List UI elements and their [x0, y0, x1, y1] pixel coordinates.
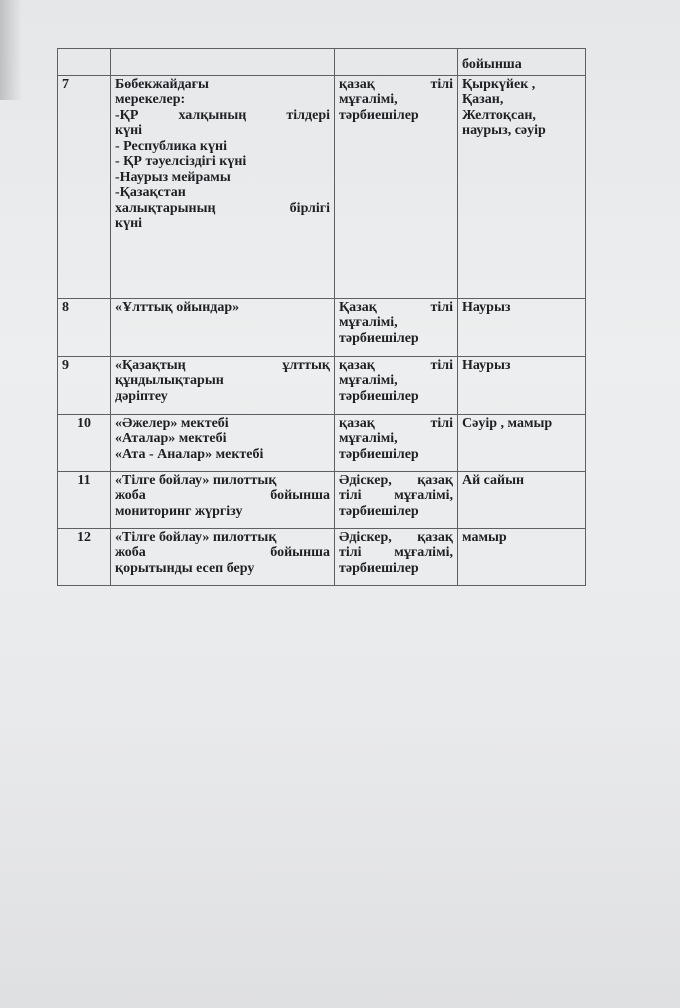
event-line: «Аталар» мектебі — [115, 431, 227, 446]
responsible-line: Қазақ тілі — [339, 299, 453, 315]
event-line: «Тілге бойлау» пилоттық — [115, 472, 277, 488]
table-row — [58, 75, 586, 298]
responsible-line: мұғалімі, — [339, 315, 398, 330]
responsible-line: қазақ тілі — [339, 357, 453, 373]
date-line: Желтоқсан, — [462, 107, 536, 123]
table-row — [58, 49, 586, 76]
event-line: күні — [115, 216, 143, 231]
date-line: Қыркүйек , — [462, 76, 536, 92]
event-line: күні — [115, 123, 143, 138]
responsible-line: тәрбиешілер — [339, 446, 419, 462]
responsible-line: тәрбиешілер — [339, 330, 419, 346]
event-cell — [111, 75, 335, 298]
table-row — [58, 298, 586, 356]
responsible-cell — [335, 49, 458, 76]
responsible-line: Әдіскер, қазақ — [339, 529, 453, 545]
responsible-line: тәрбиешілер — [339, 107, 419, 123]
responsible-line: тәрбиешілер — [339, 503, 419, 519]
date-cell — [458, 49, 586, 76]
row-number-cell — [58, 49, 111, 76]
responsible-cell — [335, 298, 458, 356]
responsible-line: тілі мұғалімі, — [339, 488, 453, 503]
date-cell — [458, 471, 586, 528]
event-line: -ҚР халқының тілдері — [115, 107, 330, 123]
responsible-line: мұғалімі, — [339, 431, 398, 446]
date-line: Ай сайын — [462, 472, 525, 488]
event-line: «Қазақтың ұлттық — [115, 357, 330, 373]
row-number-cell: 12 — [58, 528, 111, 585]
event-line: - Республика күні — [115, 138, 227, 154]
event-line: Бөбекжайдағы — [115, 76, 209, 92]
event-cell — [111, 528, 335, 585]
responsible-line: қазақ тілі — [339, 415, 453, 431]
row-number-cell: 8 — [58, 298, 111, 356]
responsible-cell — [335, 414, 458, 471]
event-cell — [111, 356, 335, 414]
plan-table — [57, 48, 586, 586]
date-line: Қазан, — [462, 92, 504, 107]
date-line: Наурыз — [462, 357, 511, 373]
row-number-cell: 11 — [58, 471, 111, 528]
event-cell — [111, 471, 335, 528]
responsible-line: тәрбиешілер — [339, 388, 419, 404]
event-line: дәріптеу — [115, 388, 168, 404]
date-cell — [458, 414, 586, 471]
date-cell — [458, 298, 586, 356]
responsible-line: мұғалімі, — [339, 92, 398, 107]
table-row — [58, 356, 586, 414]
date-cell — [458, 75, 586, 298]
table-row — [58, 414, 586, 471]
event-cell — [111, 298, 335, 356]
responsible-line: тәрбиешілер — [339, 560, 419, 576]
row-number-cell: 9 — [58, 356, 111, 414]
event-line: «Ұлттық ойындар» — [115, 299, 240, 315]
event-line: -Наурыз мейрамы — [115, 169, 231, 185]
page-shadow — [0, 0, 22, 100]
responsible-line: қазақ тілі — [339, 76, 453, 92]
event-line: халықтарының бірлігі — [115, 200, 330, 216]
event-line: «Ата - Аналар» мектебі — [115, 446, 264, 462]
event-line: «Тілге бойлау» пилоттық — [115, 529, 277, 545]
responsible-cell — [335, 528, 458, 585]
event-line: құндылықтарын — [115, 373, 224, 388]
responsible-line: мұғалімі, — [339, 373, 398, 388]
responsible-cell — [335, 471, 458, 528]
event-line: мониторинг жүргізу — [115, 503, 243, 519]
date-cell — [458, 528, 586, 585]
event-line: жоба бойынша — [115, 488, 330, 503]
event-line: «Әжелер» мектебі — [115, 415, 229, 431]
table-row — [58, 471, 586, 528]
date-line: Сәуір , мамыр — [462, 415, 553, 431]
event-line: қорытынды есеп беру — [115, 560, 255, 576]
responsible-line: тілі мұғалімі, — [339, 545, 453, 560]
row-number-cell: 10 — [58, 414, 111, 471]
event-line: -Қазақстан — [115, 185, 186, 200]
responsible-cell — [335, 75, 458, 298]
event-line: - ҚР тәуелсіздігі күні — [115, 154, 247, 169]
table-row — [58, 528, 586, 585]
date-line: мамыр — [462, 529, 507, 545]
date-text: бойынша — [462, 57, 522, 72]
row-number-cell: 7 — [58, 75, 111, 298]
date-line: Наурыз — [462, 299, 511, 315]
event-cell — [111, 414, 335, 471]
date-cell — [458, 356, 586, 414]
event-cell — [111, 49, 335, 76]
event-line: мерекелер: — [115, 92, 186, 107]
event-line: жоба бойынша — [115, 545, 330, 560]
responsible-line: Әдіскер, қазақ — [339, 472, 453, 488]
date-line: наурыз, сәуір — [462, 123, 546, 138]
responsible-cell — [335, 356, 458, 414]
